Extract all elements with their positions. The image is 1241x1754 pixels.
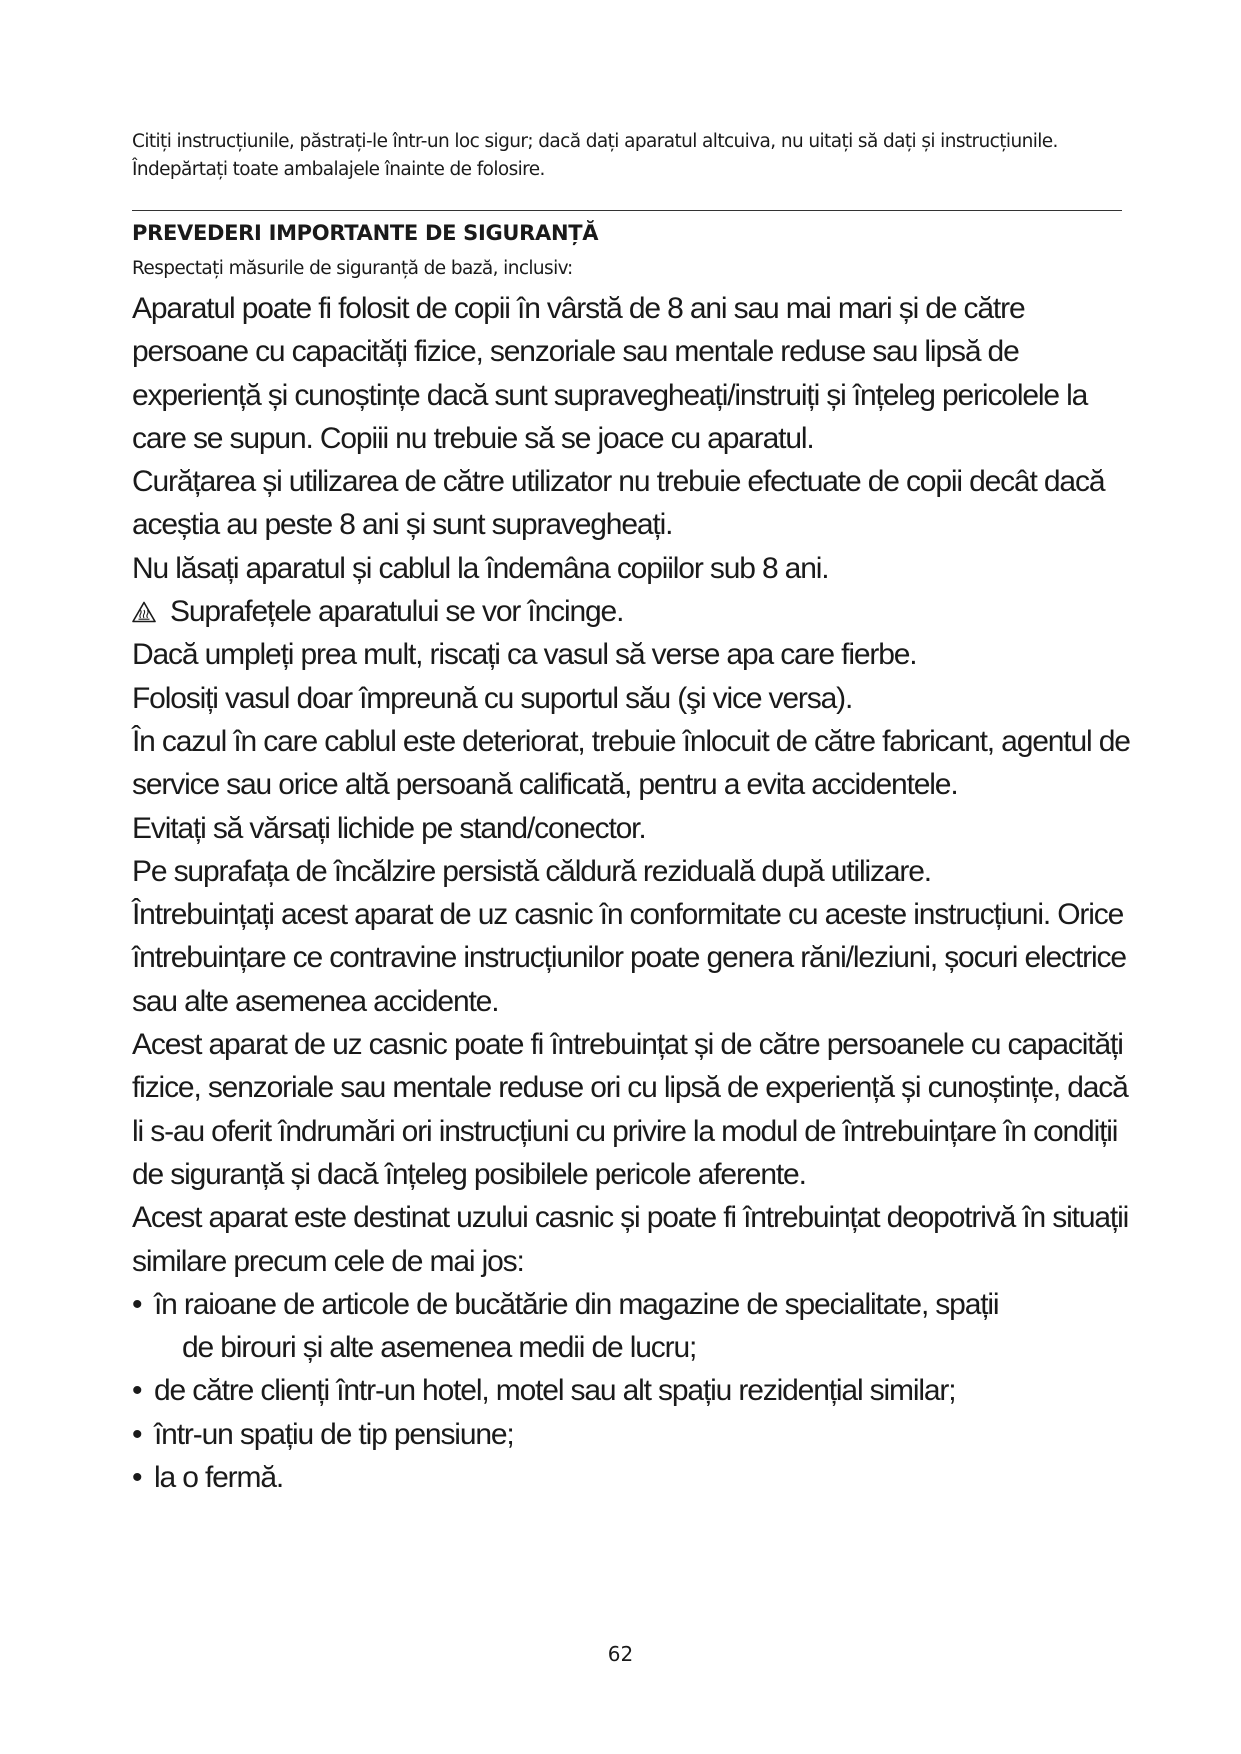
bullet: •	[132, 1461, 142, 1495]
intro-line-1: Citiți instrucțiunile, păstrați-le într-un loc sigur; dacă dați aparatul altcuiva, nu uitați să dați și instrucțiunile.	[132, 131, 1058, 152]
page-number: 62	[607, 1642, 634, 1666]
list-item	[132, 1369, 1142, 1412]
paragraph: În cazul în care cablul este deteriorat, trebuie înlocuit de către fabricant, agentul de service sau orice altă persoană calificată, pentru a evita accidentele.	[132, 724, 1130, 802]
list-item-text: în raioane de articole de bucătărie din magazine de specialitate, spații	[154, 1287, 999, 1321]
bullet: •	[132, 1287, 142, 1321]
paragraph: Folosiți vasul doar împreună cu suportul său (şi vice versa).	[132, 681, 853, 715]
list-item	[132, 1456, 1142, 1499]
list-item	[132, 1283, 1142, 1370]
warning-paragraph	[132, 590, 1142, 633]
paragraph: Pe suprafața de încălzire persistă căldură reziduală după utilizare.	[132, 854, 931, 888]
section-title: PREVEDERI IMPORTANTE DE SIGURANȚĂ	[132, 221, 599, 245]
list-item	[132, 1413, 1142, 1456]
section-divider	[132, 210, 1122, 211]
list-item-continuation: de birouri și alte asemenea medii de lucru;	[182, 1331, 697, 1365]
paragraph: Acest aparat de uz casnic poate fi întrebuințat și de către persoanele cu capacități fizice, senzoriale sau mentale reduse ori cu lipsă de experiență și cunoștințe, dacă li s-au oferit îndrumări ori instrucțiuni cu privire la modul de întrebuințare în condiții de siguranță și dacă înțeleg posibilele pericole aferente.	[132, 1028, 1128, 1191]
safety-instructions	[132, 287, 1142, 1499]
paragraph: Întrebuințați acest aparat de uz casnic în conformitate cu aceste instrucțiuni. Orice întrebuințare ce contravine instrucțiunilor poate genera răni/leziuni, șocuri electrice sau alte asemenea accidente.	[132, 898, 1126, 1018]
section-subtitle: Respectați măsurile de siguranță de bază, inclusiv:	[132, 258, 573, 279]
hot-surface-warning-icon	[132, 601, 156, 623]
paragraph: Evitați să vărsați lichide pe stand/conector.	[132, 811, 646, 845]
list-item-text: la o fermă.	[154, 1461, 284, 1495]
usage-list	[132, 1283, 1142, 1499]
bullet: •	[132, 1417, 142, 1451]
warning-text: Suprafețele aparatului se vor încinge.	[170, 595, 624, 629]
bullet: •	[132, 1374, 142, 1408]
paragraph: Acest aparat este destinat uzului casnic și poate fi întrebuințat deopotrivă în situații similare precum cele de mai jos:	[132, 1201, 1129, 1278]
paragraph: Dacă umpleți prea mult, riscați ca vasul să verse apa care fierbe.	[132, 638, 917, 672]
list-item-text: într-un spațiu de tip pensiune;	[154, 1417, 514, 1451]
paragraph: Curățarea și utilizarea de către utilizator nu trebuie efectuate de copii decât dacă aceștia au peste 8 ani și sunt supravegheați.	[132, 465, 1105, 542]
intro-text	[132, 128, 1132, 184]
paragraph: Aparatul poate fi folosit de copii în vârstă de 8 ani sau mai mari și de către persoane cu capacități fizice, senzoriale sau mentale reduse sau lipsă de experiență și cunoștințe dacă sunt supravegheați/instruiți și înțeleg pericolele la care se supun. Copiii nu trebuie să se joace cu aparatul.	[132, 292, 1088, 455]
list-item-text: de către clienți într-un hotel, motel sau alt spațiu rezidențial similar;	[154, 1374, 956, 1408]
paragraph: Nu lăsați aparatul și cablul la îndemâna copiilor sub 8 ani.	[132, 551, 829, 585]
intro-line-2: Îndepărtați toate ambalajele înainte de folosire.	[132, 159, 545, 180]
